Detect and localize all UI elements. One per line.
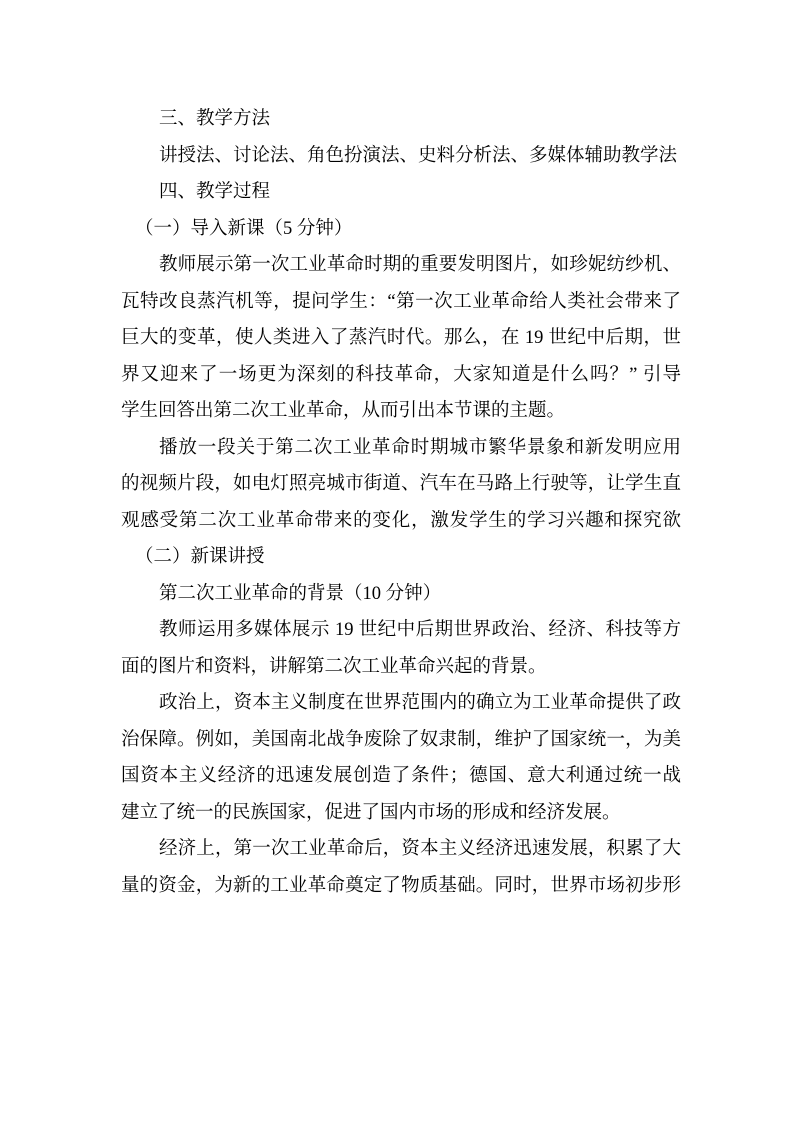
subsection-heading-introduction: （一）导入新课（5 分钟） — [135, 218, 353, 239]
paragraph-line: 巨大的变革，使人类进入了蒸汽时代。那么，在 19 世纪中后期，世 — [121, 328, 681, 348]
section-heading-teaching-process: 四、教学过程 — [159, 182, 271, 202]
paragraph-line: 量的资金，为新的工业革命奠定了物质基础。同时，世界市场初步形 — [121, 875, 681, 896]
paragraph-line: 教师运用多媒体展示 19 世纪中后期世界政治、经济、科技等方 — [159, 620, 681, 640]
subsection-heading-new-lesson: （二）新课讲授 — [135, 547, 265, 567]
paragraph-line: 面的图片和资料，讲解第二次工业革命兴起的背景。 — [121, 656, 547, 677]
paragraph-line: 的视频片段，如电灯照亮城市街道、汽车在马路上行驶等，让学生直 — [121, 474, 681, 494]
section-heading-teaching-methods: 三、教学方法 — [159, 109, 271, 129]
paragraph-line: 治保障。例如，美国南北战争废除了奴隶制，维护了国家统一，为美 — [121, 729, 681, 750]
paragraph-line: 学生回答出第二次工业革命，从而引出本节课的主题。 — [121, 401, 566, 421]
paragraph-line: 教师展示第一次工业革命时期的重要发明图片，如珍妮纺纱机、 — [159, 255, 681, 275]
paragraph-line: 讲授法、讨论法、角色扮演法、史料分析法、多媒体辅助教学法 — [159, 145, 678, 166]
paragraph-line: 建立了统一的民族国家，促进了国内市场的形成和经济发展。 — [121, 802, 621, 823]
topic-heading-background: 第二次工业革命的背景（10 分钟） — [159, 583, 442, 604]
paragraph-line: 政治上，资本主义制度在世界范围内的确立为工业革命提供了政 — [159, 693, 681, 713]
paragraph-line: 国资本主义经济的迅速发展创造了条件；德国、意大利通过统一战 — [121, 766, 681, 786]
document-body — [121, 101, 681, 904]
paragraph-line: 界又迎来了一场更为深刻的科技革命，大家知道是什么吗？” 引导 — [121, 364, 681, 385]
paragraph-line: 观感受第二次工业革命带来的变化，激发学生的学习兴趣和探究欲 — [121, 510, 681, 531]
paragraph-line: 经济上，第一次工业革命后，资本主义经济迅速发展，积累了大 — [159, 839, 681, 859]
paragraph-line: 播放一段关于第二次工业革命时期城市繁华景象和新发明应用 — [159, 437, 681, 458]
paragraph-line: 瓦特改良蒸汽机等，提问学生：“第一次工业革命给人类社会带来了 — [121, 291, 681, 312]
